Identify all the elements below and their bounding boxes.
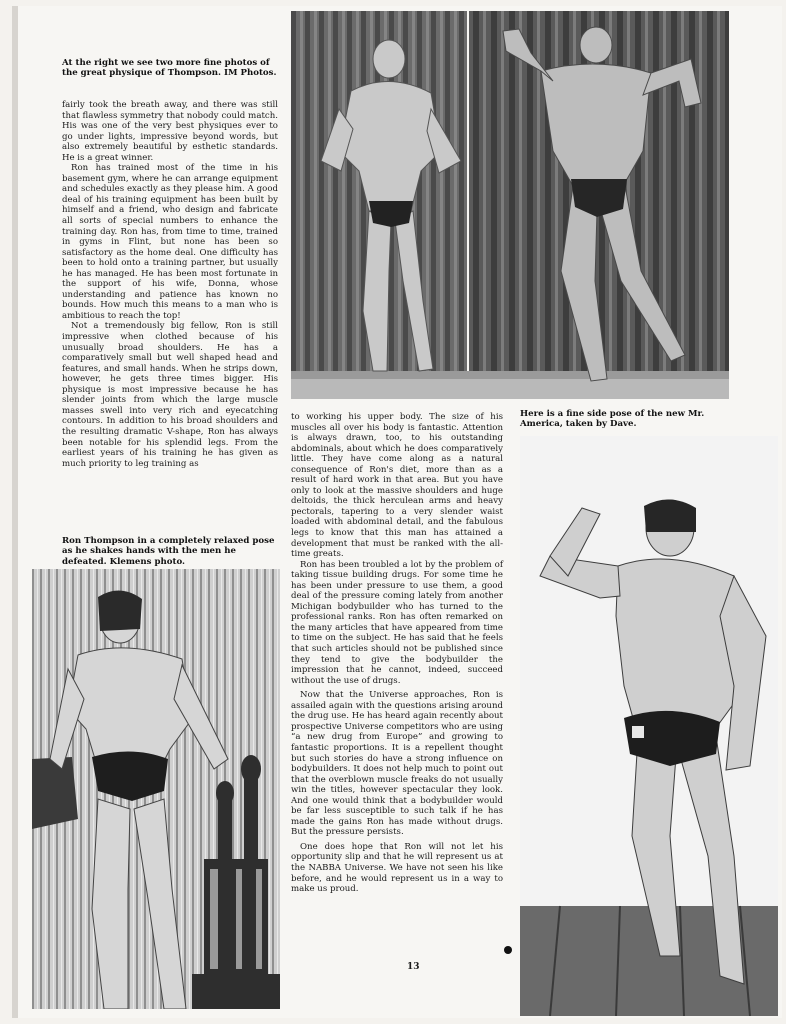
column-1-text xyxy=(62,100,278,469)
photo-trophy-pose xyxy=(32,569,280,1009)
col2-paragraph: Now that the Universe approaches, Ron is assailed again with the questions arising around the drug use. He has heard again recently about prospective Universe competitors who are using “a new drug from Europe” and growing to fantastic proportions. It is a repellent thought but such stories do have a strong influence on bodybuilders. It does not help much to point out that the overblown muscle freaks do not usually win the titles, however spectacular they look. And one would think that a bodybuilder would be far less susceptible to such talk if he has made the gains Ron has made without drugs. But the pressure persists. xyxy=(291,690,503,838)
magazine-page xyxy=(12,6,782,1018)
photo-side-pose xyxy=(520,436,778,1016)
col1-paragraph: Ron has trained most of the time in his basement gym, where he can arrange equipment and schedules exactly as they please him. A good deal of his training equipment has been built by himself and a friend, who design and fabricate all sorts of special numbers to enhance the training day. Ron has, from time to time, trained in gyms in Flint, but none has been so satisfactory as the home deal. One difficulty has been to hold onto a training partner, but usually he has managed. He has been most fortunate in the support of his wife, Donna, whose understanding and patience has known no bounds. How much this means to a man who is ambitious to reach the top! xyxy=(62,163,278,321)
col2-paragraph: One does hope that Ron will not let his opportunity slip and that he will represent us at the NABBA Universe. We have not seen his like before, and he would represent us in a way to make us proud. xyxy=(291,841,503,895)
col2-paragraph: to working his upper body. The size of his muscles all over his body is fantastic. Attention is always drawn, too, to his outstanding abdominals, about which he does comparatively little. They have come along as a natural consequence of Ron's diet, more than as a result of hard work in that area. But you have only to look at the massive shoulders and huge deltoids, the thick herculean arms and heavy pectorals, tapering to a very slender waist loaded with abdominal detail, and the fabulous legs to know that this man has attained a development that must be ranked with the all-time greats. xyxy=(291,412,503,560)
col2-paragraph: Ron has been troubled a lot by the problem of taking tissue building drugs. For some time he has been under pressure to use them, a good deal of the pressure coming lately from another Michigan bodybuilder who has turned to the professional ranks. Ron has often remarked on the many articles that have appeared from time to time on the subject. He has said that he feels that such articles should not be published since they tend to give the bodybuilder the impression that he cannot, indeed, succeed without the use of drugs. xyxy=(291,559,503,686)
caption-top-left: At the right we see two more fine photos of the great physique of Thompson. IM Photos. xyxy=(62,58,277,79)
col1-paragraph: fairly took the breath away, and there was still that flawless symmetry that nobody could match. His was one of the very best physiques ever to go under lights, impressive beyond words, but also extremely beautiful by esthetic standards. He is a great winner. xyxy=(62,100,278,163)
caption-right: Here is a fine side pose of the new Mr. America, taken by Dave. xyxy=(520,409,705,430)
col1-paragraph: Not a tremendously big fellow, Ron is still impressive when clothed because of his unusually broad shoulders. He has a comparatively small but well shaped head and features, and small hands. When he strips down, however, he gets three times bigger. His physique is most impressive because he has slender joints from which the large muscle masses swell into very rich and eyecatching contours. In addition to his broad shoulders and the resulting dramatic V-shape, Ron has always been notable for his splendid legs. From the earliest years of his training he has given as much priority to leg training as xyxy=(62,321,278,469)
caption-middle-left: Ron Thompson in a completely relaxed pose as he shakes hands with the men he defeated. Klemens photo. xyxy=(62,536,275,567)
column-2-text xyxy=(291,412,503,895)
page-number: 13 xyxy=(407,962,420,972)
photo-stage-poses xyxy=(291,11,729,399)
end-bullet xyxy=(504,946,512,954)
